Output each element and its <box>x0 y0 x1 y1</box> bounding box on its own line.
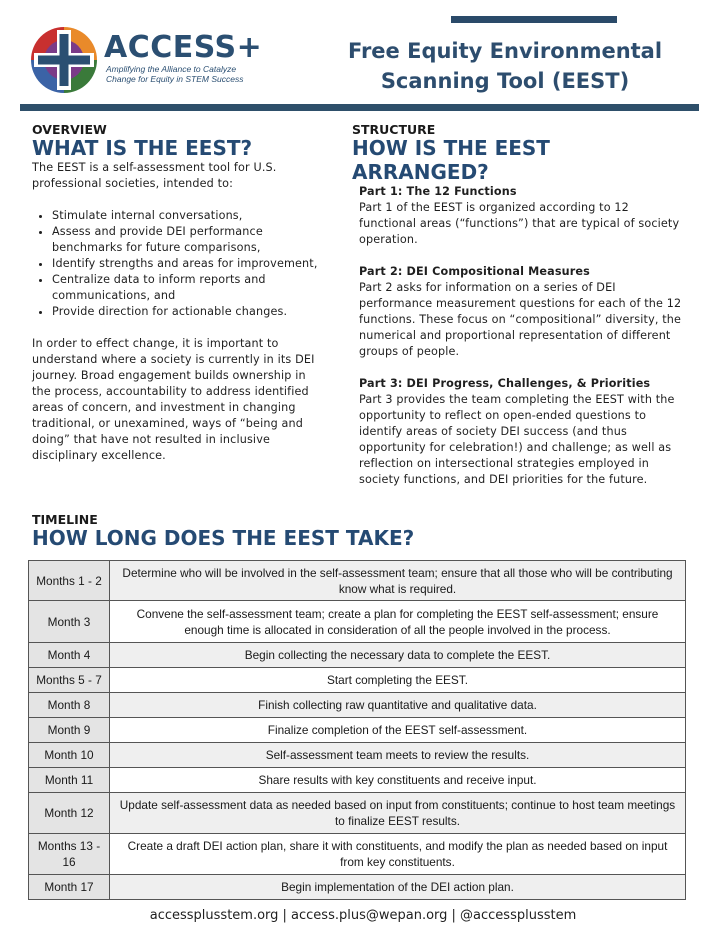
timeline-month: Months 13 - 16 <box>29 834 110 875</box>
part-2-title: Part 2: DEI Compositional Measures <box>359 265 590 278</box>
timeline-table <box>28 560 686 900</box>
timeline-month: Month 10 <box>29 743 110 768</box>
timeline-section <box>32 512 692 550</box>
document-title-line2: Scanning Tool (EEST) <box>380 69 630 93</box>
timeline-month: Month 9 <box>29 718 110 743</box>
multicolor-cross-circle-icon <box>28 24 100 96</box>
timeline-task: Finalize completion of the EEST self-assessment. <box>110 718 686 743</box>
structure-heading: HOW IS THE EEST ARRANGED? <box>352 136 550 184</box>
document-title <box>330 36 680 96</box>
list-item: • Centralize data to inform reports and communications, and <box>52 272 328 304</box>
footer-contact: accessplusstem.org | access.plus@wepan.org | @accessplusstem <box>149 908 577 923</box>
table-row <box>29 834 686 875</box>
overview-bullet-list <box>52 208 328 320</box>
part-2-text: Part 2 asks for information on a series of DEI performance measurement questions for each of the 12 functions. These focus on “compositional” diversity, the numerical and proportional representation of different groups of people. <box>359 281 682 358</box>
timeline-month: Month 8 <box>29 693 110 718</box>
timeline-task: Start completing the EEST. <box>110 668 686 693</box>
table-row <box>29 768 686 793</box>
document-title-line1: Free Equity Environmental <box>347 39 663 63</box>
timeline-task: Determine who will be involved in the self-assessment team; ensure that all those who will be contributing know what is required. <box>110 561 686 601</box>
logo-tagline-line2: Change for Equity in STEM Success <box>106 74 244 84</box>
list-item: • Provide direction for actionable changes. <box>52 304 328 320</box>
overview-body <box>32 160 328 464</box>
overview-heading: WHAT IS THE EEST? <box>32 136 253 160</box>
list-item: • Identify strengths and areas for improvement, <box>52 256 328 272</box>
access-plus-logo <box>28 24 268 96</box>
timeline-task: Finish collecting raw quantitative and qualitative data. <box>110 693 686 718</box>
timeline-month: Months 1 - 2 <box>29 561 110 601</box>
table-row <box>29 793 686 834</box>
timeline-month: Month 12 <box>29 793 110 834</box>
overview-closing: In order to effect change, it is important to understand where a society is currently in its DEI journey. Broad engagement builds ownership in the process, accountability to address identified areas of concern, and investment in changing traditional, or unexamined, ways of “being and doing” that have not resulted in inclusive disciplinary excellence. <box>32 337 315 462</box>
part-1-title: Part 1: The 12 Functions <box>359 185 517 198</box>
timeline-task: Convene the self-assessment team; create a plan for completing the EEST self-assessment; ensure enough time is allocated in consideration of all the people involved in the process. <box>110 601 686 643</box>
timeline-month: Month 17 <box>29 875 110 900</box>
logo-wordmark: ACCESS+ <box>104 30 263 65</box>
table-row <box>29 561 686 601</box>
structure-section <box>352 122 682 488</box>
structure-eyebrow: STRUCTURE <box>352 122 436 137</box>
timeline-heading: HOW LONG DOES THE EEST TAKE? <box>32 526 415 550</box>
table-row <box>29 643 686 668</box>
timeline-task: Begin implementation of the DEI action plan. <box>110 875 686 900</box>
table-row <box>29 718 686 743</box>
list-item: • Stimulate internal conversations, <box>52 208 328 224</box>
logo-tagline <box>106 64 276 84</box>
table-row <box>29 601 686 643</box>
timeline-eyebrow: TIMELINE <box>32 512 98 527</box>
part-3-title: Part 3: DEI Progress, Challenges, & Priorities <box>359 377 651 390</box>
timeline-task: Share results with key constituents and receive input. <box>110 768 686 793</box>
timeline-month: Months 5 - 7 <box>29 668 110 693</box>
table-row <box>29 875 686 900</box>
table-row <box>29 668 686 693</box>
overview-eyebrow: OVERVIEW <box>32 122 107 137</box>
timeline-task: Self-assessment team meets to review the results. <box>110 743 686 768</box>
timeline-task: Update self-assessment data as needed based on input from constituents; continue to host team meetings to finalize EEST results. <box>110 793 686 834</box>
table-row <box>29 693 686 718</box>
list-item: • Assess and provide DEI performance benchmarks for future comparisons, <box>52 224 328 256</box>
timeline-month: Month 4 <box>29 643 110 668</box>
decorative-band <box>20 104 699 111</box>
timeline-task: Create a draft DEI action plan, share it with constituents, and modify the plan as needed based on input from key constituents. <box>110 834 686 875</box>
timeline-task: Begin collecting the necessary data to complete the EEST. <box>110 643 686 668</box>
structure-body <box>352 184 682 488</box>
overview-intro: The EEST is a self-assessment tool for U.S. professional societies, intended to: <box>32 161 277 190</box>
timeline-month: Month 3 <box>29 601 110 643</box>
overview-section <box>32 122 328 464</box>
top-accent-bar <box>451 16 617 23</box>
part-1-text: Part 1 of the EEST is organized according to 12 functional areas (“functions”) that are typical of society operation. <box>359 201 680 246</box>
table-row <box>29 743 686 768</box>
logo-tagline-line1: Amplifying the Alliance to Catalyze <box>106 64 237 74</box>
part-3-text: Part 3 provides the team completing the EEST with the opportunity to reflect on open-ended questions to identify areas of society DEI success (and thus opportunity for celebration!) and challenge; as well as reflection on intersectional strategies employed in society functions, and DEI priorities for the future. <box>359 393 675 486</box>
timeline-month: Month 11 <box>29 768 110 793</box>
